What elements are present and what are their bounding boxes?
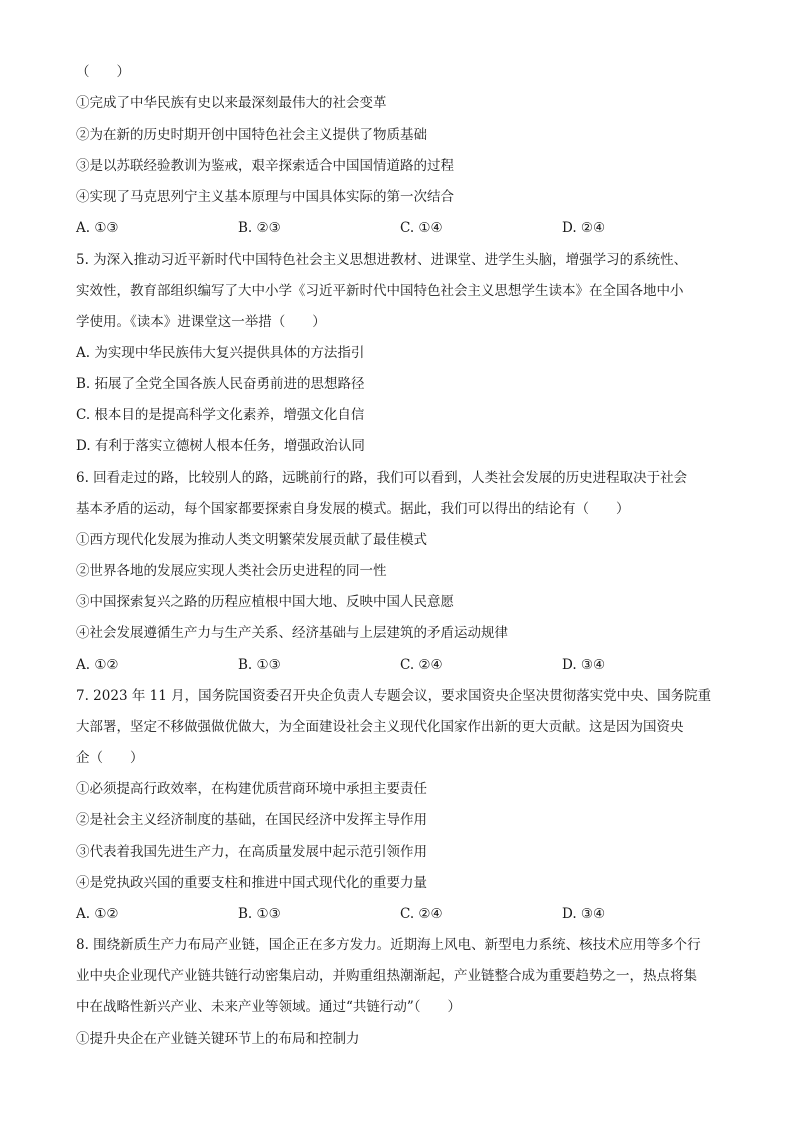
q6-stem-line-2: 基本矛盾的运动，每个国家都要探索自身发展的模式。据此，我们可以得出的结论有（ ） bbox=[76, 501, 630, 517]
q5-option-a[interactable]: A. 为实现中华民族伟大复兴提供具体的方法指引 bbox=[76, 345, 365, 361]
q8-stem-line-1: 8. 围绕新质生产力布局产业链，国企正在多方发力。近期海上风电、新型电力系统、核技术应用等多个行 bbox=[76, 937, 701, 953]
q4-options bbox=[76, 219, 636, 237]
q7-item-1: ①必须提高行政效率，在构建优质营商环境中承担主要责任 bbox=[76, 781, 427, 797]
q6-item-2: ②世界各地的发展应实现人类社会历史进程的同一性 bbox=[76, 563, 387, 579]
q5-stem-line-1: 5. 为深入推动习近平新时代中国特色社会主义思想进教材、进课堂、进学生头脑，增强学习的系统性、 bbox=[76, 252, 688, 268]
q5-option-b[interactable]: B. 拓展了全党全国各族人民奋勇前进的思想路径 bbox=[76, 376, 365, 392]
q5-stem-line-3: 学使用。《读本》进课堂这一举措（ ） bbox=[76, 314, 326, 330]
q7-option-b[interactable]: B. ①③ bbox=[238, 906, 281, 922]
q6-options bbox=[76, 656, 636, 674]
q7-options bbox=[76, 905, 636, 923]
q4-option-d[interactable]: D. ②④ bbox=[562, 220, 606, 236]
q6-stem-line-1: 6. 回看走过的路，比较别人的路，远眺前行的路，我们可以看到，人类社会发展的历史进程取决于社会 bbox=[76, 470, 688, 486]
q4-item-2: ②为在新的历史时期开创中国特色社会主义提供了物质基础 bbox=[76, 127, 427, 143]
q4-option-c[interactable]: C. ①④ bbox=[400, 220, 443, 236]
q4-item-4: ④实现了马克思列宁主义基本原理与中国具体实际的第一次结合 bbox=[76, 189, 454, 205]
q6-item-4: ④社会发展遵循生产力与生产关系、经济基础与上层建筑的矛盾运动规律 bbox=[76, 625, 508, 641]
q4-item-1: ①完成了中华民族有史以来最深刻最伟大的社会变革 bbox=[76, 95, 387, 111]
q8-stem-line-3: 中在战略性新兴产业、未来产业等领域。通过“共链行动”（ ） bbox=[76, 999, 462, 1015]
q7-stem-line-3: 企（ ） bbox=[76, 750, 144, 766]
q6-option-c[interactable]: C. ②④ bbox=[400, 657, 443, 673]
q7-item-3: ③代表着我国先进生产力，在高质量发展中起示范引领作用 bbox=[76, 844, 427, 860]
q4-option-a[interactable]: A. ①③ bbox=[76, 220, 119, 236]
q7-item-2: ②是社会主义经济制度的基础，在国民经济中发挥主导作用 bbox=[76, 812, 427, 828]
q4-item-3: ③是以苏联经验教训为鉴戒，艰辛探索适合中国国情道路的过程 bbox=[76, 158, 454, 174]
q7-option-a[interactable]: A. ①② bbox=[76, 906, 119, 922]
q5-option-c[interactable]: C. 根本目的是提高科学文化素养，增强文化自信 bbox=[76, 407, 365, 423]
q8-item-1: ①提升央企在产业链关键环节上的布局和控制力 bbox=[76, 1031, 360, 1047]
q6-option-a[interactable]: A. ①② bbox=[76, 657, 119, 673]
q5-stem-line-2: 实效性，教育部组织编写了大中小学《习近平新时代中国特色社会主义思想学生读本》在全国各地中小 bbox=[76, 283, 684, 299]
q6-item-3: ③中国探索复兴之路的历程应植根中国大地、反映中国人民意愿 bbox=[76, 594, 454, 610]
q6-option-d[interactable]: D. ③④ bbox=[562, 657, 606, 673]
q4-stem-tail: （ ） bbox=[76, 64, 130, 80]
q7-option-d[interactable]: D. ③④ bbox=[562, 906, 606, 922]
q6-item-1: ①西方现代化发展为推动人类文明繁荣发展贡献了最佳模式 bbox=[76, 532, 427, 548]
q5-option-d[interactable]: D. 有利于落实立德树人根本任务，增强政治认同 bbox=[76, 438, 365, 454]
q7-stem-line-2: 大部署，坚定不移做强做优做大，为全面建设社会主义现代化国家作出新的更大贡献。这是因为国资央 bbox=[76, 719, 684, 735]
q7-stem-line-1: 7. 2023 年 11 月，国务院国资委召开央企负责人专题会议，要求国资央企坚决贯彻落实党中央、国务院重 bbox=[76, 688, 712, 704]
q7-item-4: ④是党执政兴国的重要支柱和推进中国式现代化的重要力量 bbox=[76, 875, 427, 891]
q4-option-b[interactable]: B. ②③ bbox=[238, 220, 281, 236]
q6-option-b[interactable]: B. ①③ bbox=[238, 657, 281, 673]
q7-option-c[interactable]: C. ②④ bbox=[400, 906, 443, 922]
q8-stem-line-2: 业中央企业现代产业链共链行动密集启动，并购重组热潮渐起，产业链整合成为重要趋势之一，热点将集 bbox=[76, 968, 697, 984]
